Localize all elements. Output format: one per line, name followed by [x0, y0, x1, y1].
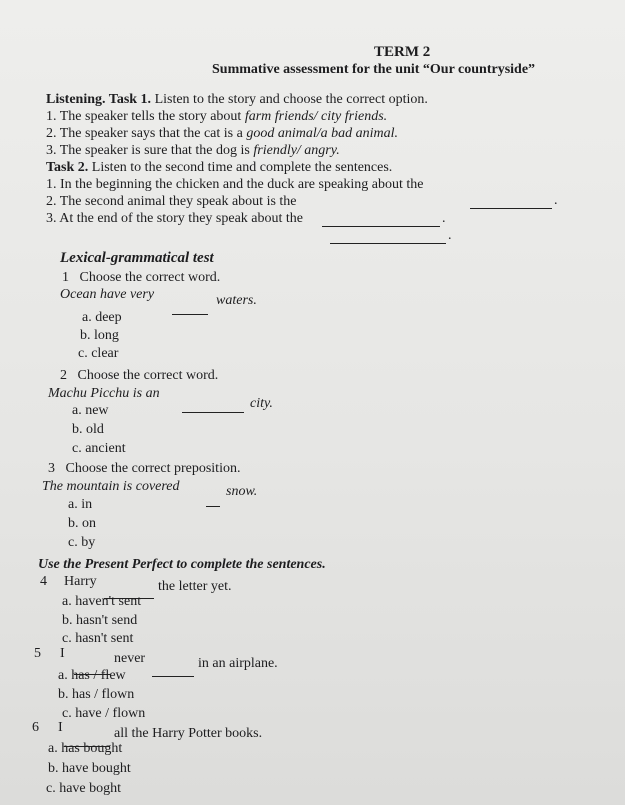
q6-rest: all the Harry Potter books. [114, 726, 263, 741]
assessment-subtitle: Summative assessment for the unit “Our countryside” [212, 62, 536, 77]
listening-q3-text: 3. The speaker is sure that the dog is [46, 143, 250, 158]
q5-option-c[interactable]: c. have / flown [62, 706, 146, 721]
q4-option-a[interactable]: a. haven't sent [62, 594, 142, 609]
q5-subject: I [60, 646, 65, 661]
lexical-q1-number: 1 [62, 270, 69, 285]
lexical-q2-sentence-start: Machu Picchu is an [48, 386, 160, 401]
lexical-heading: Lexical-grammatical test [60, 250, 214, 266]
lexical-q2-option-a[interactable]: a. new [72, 403, 109, 418]
lexical-q2-sentence-end: city. [250, 396, 273, 411]
lexical-q3-instruction-line [48, 461, 240, 477]
task2-q2-text: 2. The second animal they speak about is the [46, 194, 297, 209]
listening-task1-line [46, 92, 428, 108]
lexical-q3-blank[interactable] [206, 494, 220, 507]
q5-middle: never [114, 651, 146, 666]
task1-heading: Listening. Task 1. [46, 92, 152, 107]
listening-q2 [46, 126, 398, 142]
listening-q2-text: 2. The speaker says that the cat is a [46, 126, 243, 141]
listening-task2-line [46, 160, 392, 176]
q6-option-b[interactable]: b. have bought [48, 761, 131, 776]
lexical-q1-instruction: Choose the correct word. [79, 270, 221, 285]
lexical-q2-option-c[interactable]: c. ancient [72, 441, 126, 456]
lexical-q3-option-b[interactable]: b. on [68, 516, 96, 531]
q4-subject: Harry [64, 574, 97, 589]
lexical-q2-blank[interactable] [182, 400, 244, 413]
lexical-q1-instruction-line [62, 270, 220, 286]
task2-heading: Task 2. [46, 160, 89, 175]
present-perfect-heading: Use the Present Perfect to complete the sentences. [38, 557, 326, 572]
task2-q2-blank[interactable] [322, 214, 440, 227]
q5-option-a[interactable]: a. has / flew [58, 668, 126, 683]
lexical-q2-option-b[interactable]: b. old [72, 422, 104, 437]
task1-instruction: Listen to the story and choose the correct option. [154, 92, 428, 107]
listening-q1-text: 1. The speaker tells the story about [46, 109, 242, 124]
q5-blank-2[interactable] [152, 664, 194, 677]
q6-option-c[interactable]: c. have boght [46, 781, 122, 796]
q4-option-c[interactable]: c. hasn't sent [62, 631, 134, 646]
lexical-q2-instruction-line [60, 368, 218, 384]
lexical-q3-number: 3 [48, 461, 55, 476]
q6-subject: I [58, 720, 63, 735]
lexical-q1-blank[interactable] [172, 302, 208, 315]
lexical-q1-sentence-end: waters. [216, 293, 257, 308]
q4-option-b[interactable]: b. hasn't send [62, 613, 138, 628]
task2-q3-blank[interactable] [330, 231, 446, 244]
lexical-q2-number: 2 [60, 368, 67, 383]
listening-q3 [46, 143, 340, 159]
lexical-q3-option-c[interactable]: c. by [68, 535, 96, 550]
q4-number: 4 [40, 574, 47, 589]
lexical-q1-sentence-start: Ocean have very [60, 287, 155, 302]
q4-rest: the letter yet. [158, 579, 232, 594]
lexical-q1-option-b[interactable]: b. long [80, 328, 119, 343]
term-title: TERM 2 [374, 44, 431, 60]
listening-q1 [46, 109, 387, 125]
lexical-q1-option-a[interactable]: a. deep [82, 310, 122, 325]
q6-number: 6 [32, 720, 39, 735]
listening-q3-options: friendly/ angry. [253, 143, 340, 158]
task2-q3-dot: . [448, 228, 452, 243]
task2-q2 [46, 194, 297, 210]
q5-rest: in an airplane. [198, 656, 278, 671]
task2-q1 [46, 177, 424, 193]
task2-q1-dot: . [554, 193, 558, 208]
lexical-q3-sentence-end: snow. [226, 484, 258, 499]
task2-q1-blank[interactable] [470, 196, 552, 209]
q6-option-a[interactable]: a. has bought [48, 741, 123, 756]
lexical-q2-instruction: Choose the correct word. [77, 368, 219, 383]
lexical-q3-sentence-start: The mountain is covered [42, 479, 180, 494]
task2-instruction: Listen to the second time and complete the sentences. [91, 160, 393, 175]
task2-q1-text: 1. In the beginning the chicken and the duck are speaking about the [46, 177, 424, 192]
task2-q3-text: 3. At the end of the story they speak about the [46, 211, 303, 226]
task2-q3 [46, 211, 303, 227]
q5-option-b[interactable]: b. has / flown [58, 687, 135, 702]
q5-number: 5 [34, 646, 41, 661]
lexical-q3-instruction: Choose the correct preposition. [65, 461, 241, 476]
lexical-q1-option-c[interactable]: c. clear [78, 346, 119, 361]
task2-q2-dot: . [442, 211, 446, 226]
listening-q2-options: good animal/a bad animal. [246, 126, 399, 141]
lexical-q3-option-a[interactable]: a. in [68, 497, 93, 512]
listening-q1-options: farm friends/ city friends. [244, 109, 388, 124]
